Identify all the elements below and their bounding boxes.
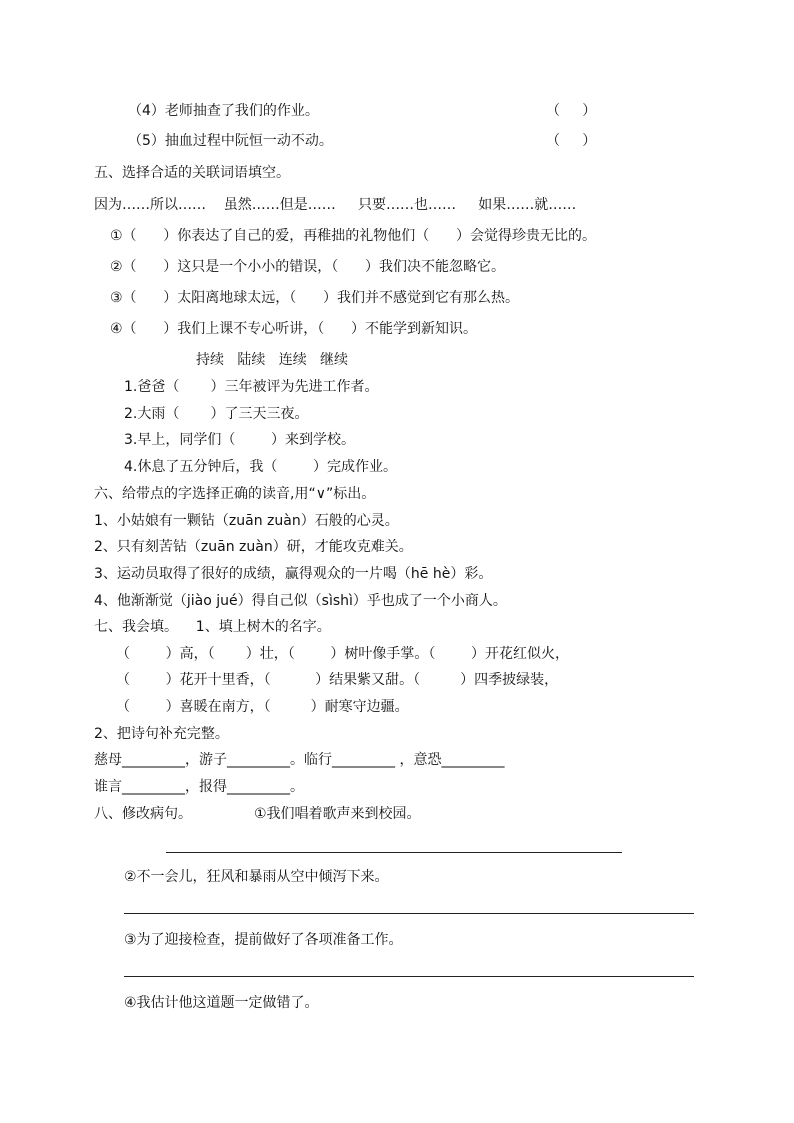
- poem-line-2[interactable]: 谁言_________，报得_________。: [94, 779, 304, 795]
- faulty-sentence-3: ③为了迎接检查，提前做好了各项准备工作。: [124, 932, 403, 948]
- conjunction-item-1[interactable]: ①（ ）你表达了自己的爱，再稚拙的礼物他们（ ）会觉得珍贵无比的。: [110, 228, 596, 244]
- answer-line-1[interactable]: [166, 852, 622, 853]
- section-5-heading: 五、选择合适的关联词语填空。: [94, 165, 290, 181]
- question-5-answer-blank[interactable]: （ ）: [546, 133, 597, 149]
- answer-line-2[interactable]: [124, 913, 694, 914]
- pronunciation-item-1[interactable]: 1、小姑娘有一颗钻（zuān zuàn）石般的心灵。: [94, 513, 399, 529]
- tree-fill-line-1[interactable]: （ ）高，（ ）壮，（ ）树叶像手掌。（ ）开花红似火，: [116, 646, 569, 662]
- tree-fill-line-2[interactable]: （ ）花开十里香，（ ）结果紫又甜。（ ）四季披绿装，: [116, 672, 559, 688]
- question-5-text: （5）抽血过程中阮恒一动不动。: [128, 133, 333, 149]
- pronunciation-item-4[interactable]: 4、他渐渐觉（jiào jué）得自己似（sìshì）乎也成了一个小商人。: [94, 593, 507, 609]
- pronunciation-item-2[interactable]: 2、只有刻苦钻（zuān zuàn）研，才能攻克难关。: [94, 539, 413, 555]
- conjunction-item-2[interactable]: ②（ ）这只是一个小小的错误，（ ）我们决不能忽略它。: [110, 259, 505, 275]
- question-4-answer-blank[interactable]: （ ）: [546, 103, 597, 119]
- word-fill-item-3[interactable]: 3.早上，同学们（ ）来到学校。: [124, 432, 355, 448]
- poem-heading: 2、把诗句补充完整。: [94, 726, 229, 742]
- tree-fill-line-3[interactable]: （ ）喜暖在南方，（ ）耐寒守边疆。: [116, 699, 409, 715]
- faulty-sentence-4: ④我估计他这道题一定做错了。: [124, 995, 319, 1011]
- conjunction-item-4[interactable]: ④（ ）我们上课不专心听讲，（ ）不能学到新知识。: [110, 321, 477, 337]
- section-7-heading: 七、我会填。 1、填上树木的名字。: [94, 619, 331, 635]
- question-4-text: （4）老师抽查了我们的作业。: [128, 103, 319, 119]
- word-fill-item-4[interactable]: 4.休息了五分钟后，我（ ）完成作业。: [124, 459, 397, 475]
- poem-line-1[interactable]: 慈母_________，游子_________。临行_________ ，意恐_________: [94, 752, 505, 768]
- section-6-heading: 六、给带点的字选择正确的读音,用“∨”标出。: [94, 486, 376, 502]
- word-fill-item-1[interactable]: 1.爸爸（ ）三年被评为先进工作者。: [124, 379, 379, 395]
- answer-line-3[interactable]: [124, 976, 694, 977]
- pronunciation-item-3[interactable]: 3、运动员取得了很好的成绩，赢得观众的一片喝（hē hè）彩。: [94, 566, 493, 582]
- faulty-sentence-1: ①我们唱着歌声来到校园。: [254, 806, 421, 822]
- word-options: 持续 陆续 连续 继续: [196, 352, 349, 368]
- faulty-sentence-2: ②不一会儿，狂风和暴雨从空中倾泻下来。: [124, 869, 389, 885]
- section-8-heading: 八、修改病句。: [94, 806, 192, 822]
- conjunction-options: 因为……所以…… 虽然……但是…… 只要……也…… 如果……就……: [94, 197, 577, 213]
- conjunction-item-3[interactable]: ③（ ）太阳离地球太远，（ ）我们并不感觉到它有那么热。: [110, 290, 519, 306]
- word-fill-item-2[interactable]: 2.大雨（ ）了三天三夜。: [124, 406, 309, 422]
